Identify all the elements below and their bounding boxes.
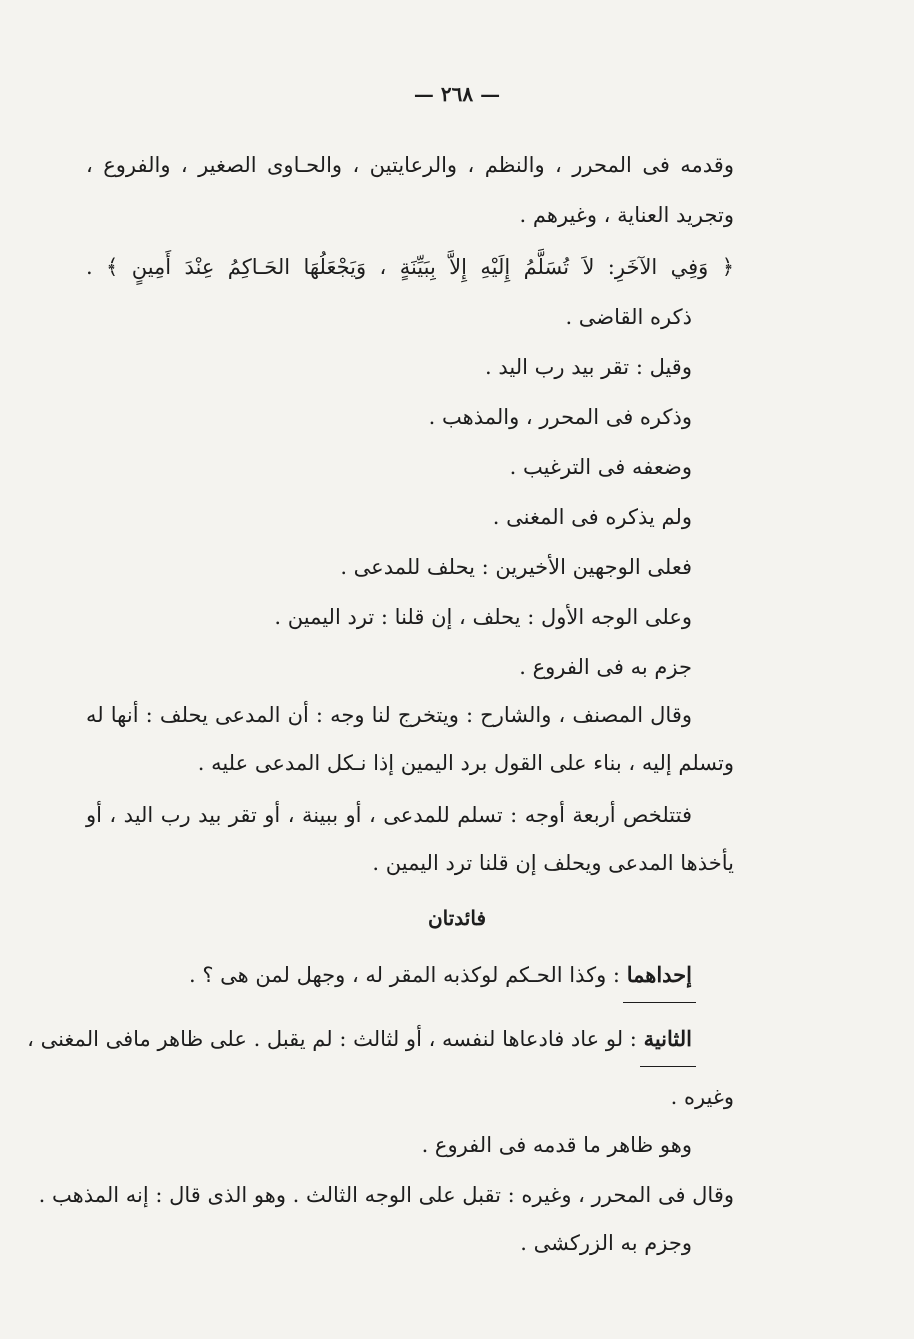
text-line: فتتلخص أربعة أوجه : تسلم للمدعى ، أو ببينة ، أو تقر بيد رب اليد ، أو — [86, 803, 692, 827]
section-heading: فائدتان — [427, 906, 487, 930]
text-line: وهو ظاهر ما قدمه فى الفروع . — [421, 1133, 692, 1157]
text-line: يأخذها المدعى ويحلف إن قلنا ترد اليمين . — [372, 851, 734, 875]
text-line: وتسلم إليه ، بناء على القول برد اليمين إذا نـكل المدعى عليه . — [197, 751, 734, 775]
text-line: وجزم به الزركشى . — [520, 1231, 692, 1255]
text-line: ولم يذكره فى المغنى . — [492, 505, 692, 529]
text-line: جزم به فى الفروع . — [519, 655, 692, 679]
benefit-text: : وكذا الحـكم لوكذبه المقر له ، وجهل لمن هى ؟ . — [188, 963, 621, 987]
page-number: — ٢٦٨ — — [413, 82, 501, 106]
quran-verse: ﴿ وَفِي الآخَرِ: لاَ تُسَلَّمُ إِلَيْهِ إِلاَّ بِبَيِّنَةٍ ، وَيَجْعَلُهَا الحَـاكِمُ عِنْدَ أَمِينٍ ﴾ . — [86, 255, 734, 279]
text-line: وقدمه فى المحرر ، والنظم ، والرعايتين ، والحـاوى الصغير ، والفروع ، — [86, 153, 734, 177]
text-line: وضعفه فى الترغيب . — [509, 455, 692, 479]
text-line: وعلى الوجه الأول : يحلف ، إن قلنا : ترد اليمين . — [274, 605, 692, 629]
text-line: وغيره . — [670, 1085, 734, 1109]
text-line: وقيل : تقر بيد رب اليد . — [485, 355, 692, 379]
benefit-text: : لو عاد فادعاها لنفسه ، أو لثالث : لم يقبل . على ظاهر مافى المغنى ، — [27, 1027, 637, 1051]
text-line: وقال المصنف ، والشارح : ويتخرج لنا وجه : أن المدعى يحلف : أنها له — [86, 703, 692, 727]
text-line: فعلى الوجهين الأخيرين : يحلف للمدعى . — [340, 555, 692, 579]
text-line: وقال فى المحرر ، وغيره : تقبل على الوجه الثالث . وهو الذى قال : إنه المذهب . — [38, 1183, 734, 1207]
benefit-two — [27, 1024, 692, 1054]
text-line: وتجريد العناية ، وغيرهم . — [519, 203, 734, 227]
text-line: وذكره فى المحرر ، والمذهب . — [428, 405, 692, 429]
text-line: ذكره القاضى . — [565, 305, 692, 329]
benefit-one — [189, 960, 692, 990]
benefit-label: الثانية — [643, 1026, 692, 1051]
benefit-label: إحداهما — [626, 962, 692, 987]
